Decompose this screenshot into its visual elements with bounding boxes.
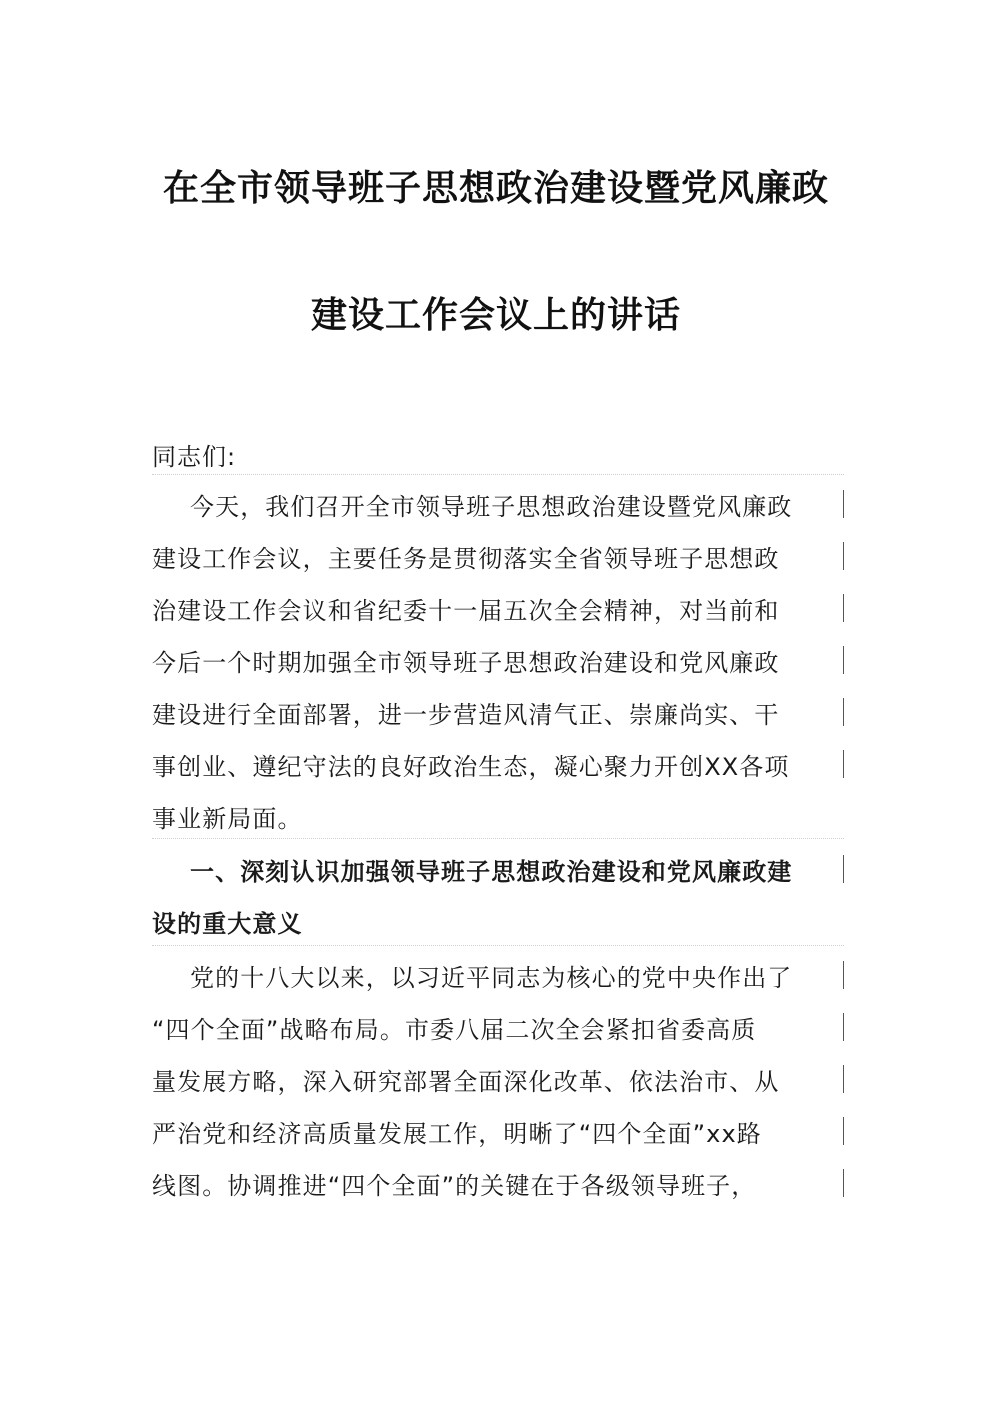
line-end-marker [843, 542, 844, 570]
paragraph-divider [152, 474, 844, 475]
line-end-marker [843, 961, 844, 989]
paragraph-2-line: 党的十八大以来，以习近平同志为核心的党中央作出了 [190, 964, 793, 992]
paragraph-1-line: 事创业、遵纪守法的良好政治生态，凝心聚力开创XX各项 [152, 753, 790, 781]
line-end-marker [843, 750, 844, 778]
line-end-marker [843, 594, 844, 622]
paragraph-divider [152, 838, 844, 839]
paragraph-1-line: 今后一个时期加强全市领导班子思想政治建设和党风廉政 [152, 649, 780, 677]
paragraph-2-line: “四个全面”战略布局。市委八届二次全会紧扣省委高质 [152, 1016, 757, 1044]
document-title-line-2: 建设工作会议上的讲话 [310, 294, 681, 336]
paragraph-1-line: 事业新局面。 [152, 805, 303, 833]
line-end-marker [843, 646, 844, 674]
paragraph-1-line: 建设进行全面部署，进一步营造风清气正、崇廉尚实、干 [152, 701, 780, 729]
section-heading-line: 设的重大意义 [152, 909, 303, 938]
paragraph-divider [152, 945, 844, 946]
paragraph-2-line: 严治党和经济高质量发展工作，明晰了“四个全面”xx路 [152, 1120, 762, 1148]
paragraph-1-line: 建设工作会议，主要任务是贯彻落实全省领导班子思想政 [152, 545, 780, 573]
salutation: 同志们: [152, 443, 237, 471]
document-title-line-1: 在全市领导班子思想政治建设暨党风廉政 [162, 167, 829, 209]
line-end-marker [843, 490, 844, 518]
paragraph-1-line: 今天，我们召开全市领导班子思想政治建设暨党风廉政 [190, 493, 793, 521]
line-end-marker [843, 698, 844, 726]
paragraph-2-line: 线图。协调推进“四个全面”的关键在于各级领导班子， [152, 1172, 757, 1200]
line-end-marker [843, 855, 844, 883]
line-end-marker [843, 1013, 844, 1041]
paragraph-1-line: 治建设工作会议和省纪委十一届五次全会精神，对当前和 [152, 597, 780, 625]
line-end-marker [843, 1065, 844, 1093]
line-end-marker [843, 1169, 844, 1197]
paragraph-2-line: 量发展方略，深入研究部署全面深化改革、依法治市、从 [152, 1068, 780, 1096]
line-end-marker [843, 1117, 844, 1145]
section-heading-line: 一、深刻认识加强领导班子思想政治建设和党风廉政建 [190, 857, 793, 886]
